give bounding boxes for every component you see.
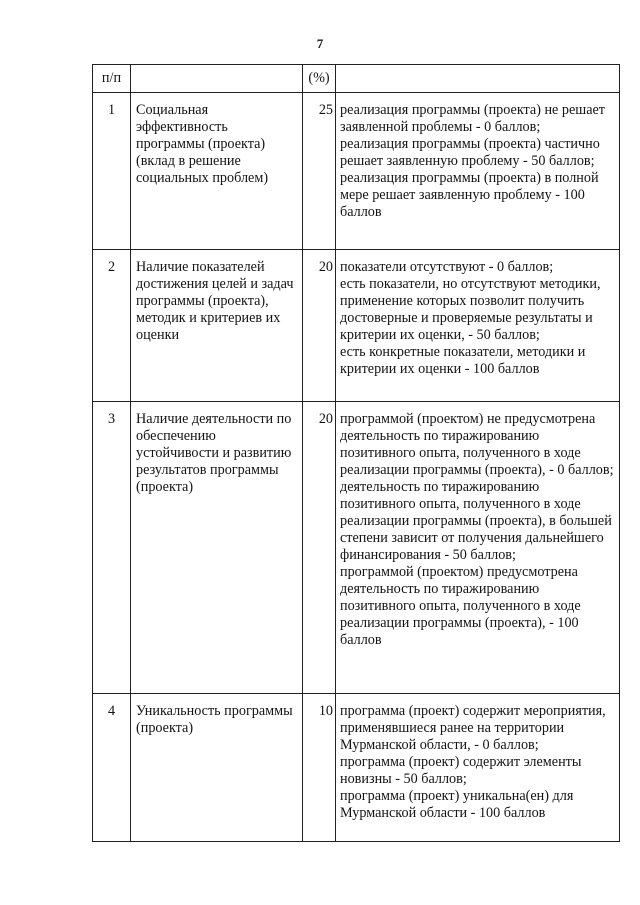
criterion-name: Наличие деятельности по обеспечению устойчивости и развитию результатов программы (проекта) [131, 402, 303, 694]
scoring-option: программа (проект) содержит мероприятия, применявшиеся ранее на территории Мурманской области, - 0 баллов; [340, 703, 606, 753]
criterion-scoring [336, 250, 620, 402]
scoring-option: показатели отсутствуют - 0 баллов; [340, 259, 554, 275]
scoring-option: реализация программы (проекта) в полной мере решает заявленную проблему - 100 баллов [340, 170, 599, 220]
criterion-scoring [336, 694, 620, 842]
criterion-name: Социальная эффективность программы (проекта) (вклад в решение социальных проблем) [131, 93, 303, 250]
scoring-option: реализация программы (проекта) не решает заявленной проблемы - 0 баллов; [340, 102, 606, 135]
header-desc [336, 65, 620, 93]
criterion-scoring [336, 402, 620, 694]
header-num: п/п [93, 65, 131, 93]
scoring-option: есть конкретные показатели, методики и критерии их оценки - 100 баллов [340, 344, 586, 377]
scoring-option: есть показатели, но отсутствуют методики, применение которых позволит получить достоверные и проверяемые результаты и критерии их оценки, - 50 баллов; [340, 276, 601, 343]
table-row [93, 93, 620, 250]
page-number: 7 [316, 36, 324, 51]
criterion-scoring [336, 93, 620, 250]
criterion-weight: 25 [303, 93, 336, 250]
table-row [93, 694, 620, 842]
criterion-weight: 20 [303, 402, 336, 694]
scoring-option: программа (проект) содержит элементы новизны - 50 баллов; [340, 754, 582, 787]
criterion-weight: 10 [303, 694, 336, 842]
table-row [93, 402, 620, 694]
criteria-table [92, 64, 620, 842]
row-number: 2 [93, 250, 131, 402]
scoring-option: реализация программы (проекта) частично решает заявленную проблему - 50 баллов; [340, 136, 600, 169]
table-row [93, 250, 620, 402]
row-number: 1 [93, 93, 131, 250]
scoring-option: программой (проектом) предусмотрена деятельность по тиражированию позитивного опыта, полученного в ходе реализации программы (проекта), - 100 баллов [340, 564, 581, 648]
criterion-name: Наличие показателей достижения целей и задач программы (проекта), методик и критериев их оценки [131, 250, 303, 402]
scoring-option: программа (проект) уникальна(ен) для Мурманской области - 100 баллов [340, 788, 574, 821]
row-number: 4 [93, 694, 131, 842]
scoring-option: программой (проектом) не предусмотрена деятельность по тиражированию позитивного опыта, полученного в ходе реализации программы (проекта), - 0 баллов; [340, 411, 614, 478]
scoring-option: деятельность по тиражированию позитивного опыта, полученного в ходе реализации программы (проекта), в большей степени зависит от получения дальнейшего финансирования - 50 баллов; [340, 479, 612, 563]
header-name [131, 65, 303, 93]
table-header-row [93, 65, 620, 93]
criterion-weight: 20 [303, 250, 336, 402]
header-weight: (%) [303, 65, 336, 93]
row-number: 3 [93, 402, 131, 694]
criterion-name: Уникальность программы (проекта) [131, 694, 303, 842]
